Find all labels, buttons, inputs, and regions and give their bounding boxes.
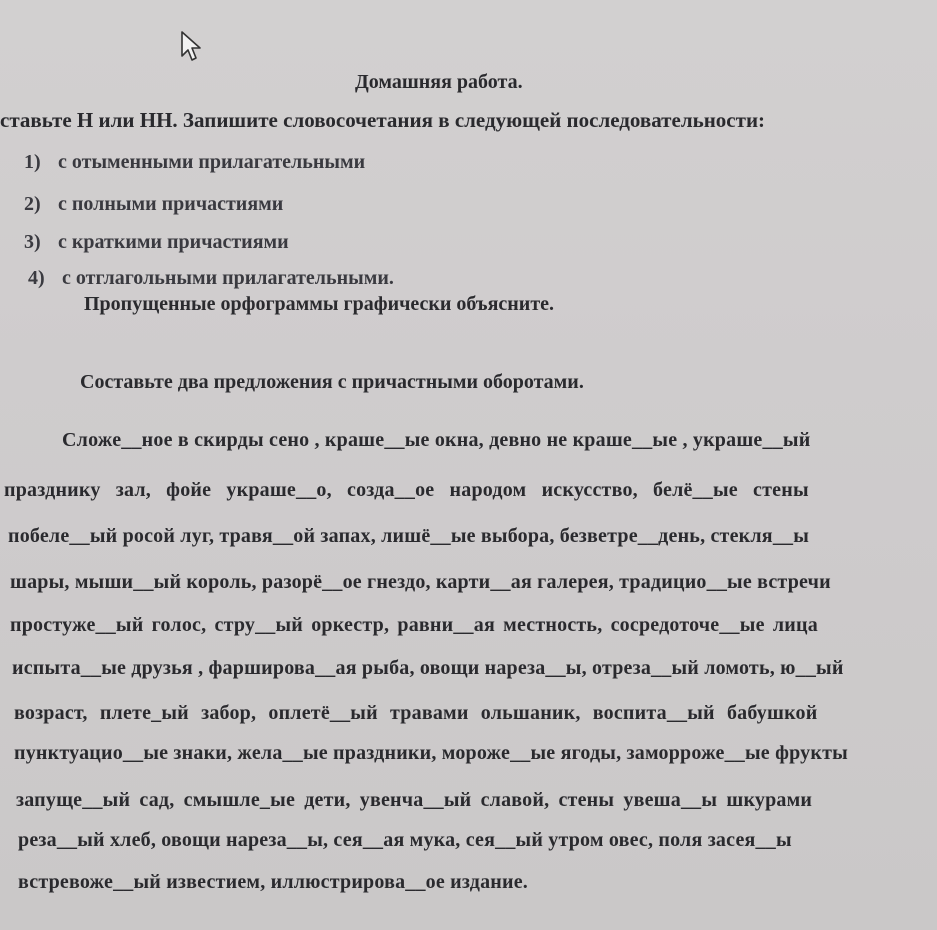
exercise-line: пунктуацио__ые знаки, жела__ые праздники, мороже__ые ягоды, заморроже__ые фрукты xyxy=(14,742,848,764)
compose-instruction: Составьте два предложения с причастными оборотами. xyxy=(80,371,584,393)
task-instruction: ставьте Н или НН. Запишите словосочетания в следующей последовательности: xyxy=(0,108,766,132)
list-item-number: 1) xyxy=(24,151,41,173)
exercise-line: испыта__ые друзья , фарширова__ая рыба, овощи нареза__ы, отреза__ый ломоть, ю__ый xyxy=(12,657,844,679)
list-item-number: 2) xyxy=(24,193,41,215)
explain-instruction: Пропущенные орфограммы графически объясните. xyxy=(84,293,555,315)
list-item xyxy=(24,150,365,174)
exercise-line: реза__ый хлеб, овощи нареза__ы, сея__ая мука, сея__ый утром овес, поля засея__ы xyxy=(18,829,792,851)
exercise-line: запуще__ый сад, смышле_ые дети, увенча__ый славой, стены увеша__ы шкурами xyxy=(16,789,813,811)
list-item-number: 3) xyxy=(24,231,41,253)
exercise-line: Сложе__ное в скирды сено , краше__ые окна, девно не краше__ые , украше__ый xyxy=(62,429,811,451)
list-item xyxy=(28,266,394,290)
mouse-pointer-icon xyxy=(180,30,206,64)
exercise-line: побеле__ый росой луг, травя__ой запах, лишё__ые выбора, безветре__день, стекля__ы xyxy=(8,525,810,547)
exercise-line: возраст, плете_ый забор, оплетё__ый травами ольшаник, воспита__ый бабушкой xyxy=(14,702,818,724)
list-item-text: с краткими причастиями xyxy=(58,231,289,253)
exercise-line: встревоже__ый известием, иллюстрирова__ое издание. xyxy=(18,871,528,893)
list-item-text: с отыменными прилагательными xyxy=(58,151,366,173)
list-item-text: с полными причастиями xyxy=(58,193,284,215)
list-item xyxy=(24,230,289,254)
exercise-line: простуже__ый голос, стру__ый оркестр, равни__ая местность, сосредоточе__ые лица xyxy=(10,614,818,636)
document-title: Домашняя работа. xyxy=(355,71,523,93)
list-item-number: 4) xyxy=(28,267,45,289)
list-item xyxy=(24,192,283,216)
exercise-line: шары, мыши__ый король, разорё__ое гнездо, карти__ая галерея, традицио__ые встречи xyxy=(10,571,831,593)
list-item-text: с отглагольными прилагательными. xyxy=(62,267,394,289)
exercise-line: празднику зал, фойе украше__о, созда__ое народом искусство, белё__ые стены xyxy=(4,479,809,501)
